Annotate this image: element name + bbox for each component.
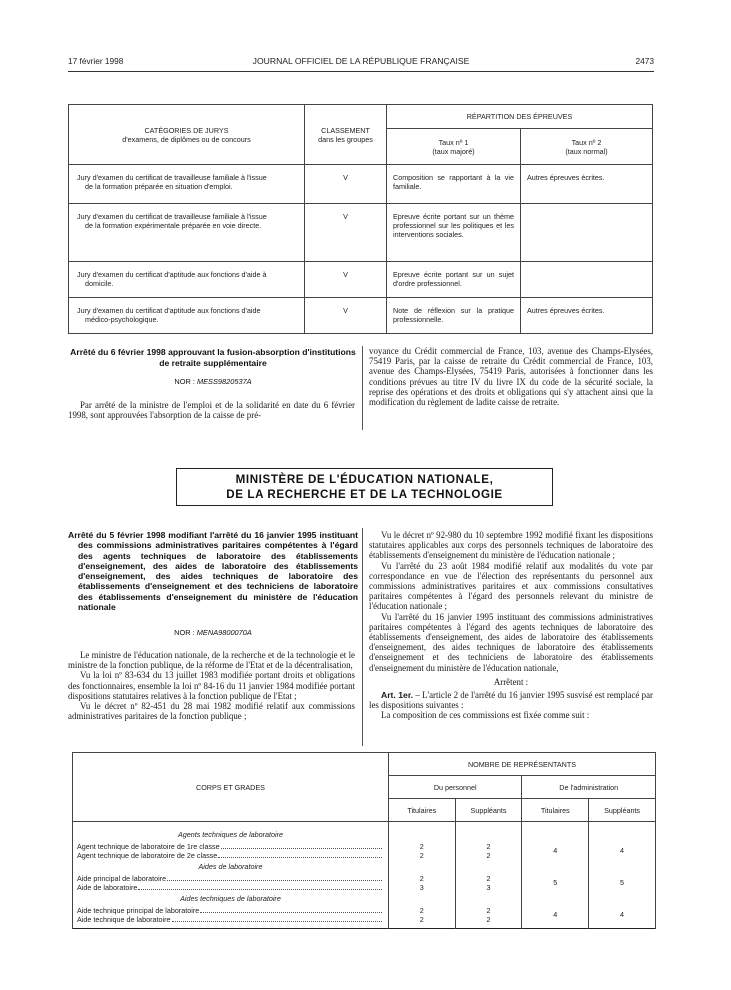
category-line: médico-psychologique. [85,315,159,324]
col-header-taux2 [521,129,653,165]
group-title: Aides de laboratoire [198,862,263,871]
admin-titulaires-cell [522,822,589,929]
col-header-titulaires: Titulaires [522,799,589,822]
value: 2 [419,906,424,915]
representatives-table [72,752,656,929]
value: 2 [486,851,491,860]
value: 5 [620,878,625,887]
category-line: Jury d'examen du certificat d'aptitude aux fonctions d'aide [77,306,261,315]
header-text: Taux nº 2 [571,137,602,147]
value: 4 [620,846,625,855]
col-header-administration: De l'administration [522,776,656,799]
nor-reference [68,377,358,386]
article-text: – L'article 2 de l'arrêté du 16 janvier 1995 susvisé est remplacé par les dispositions suivantes : [369,690,653,711]
col-header-nombre: NOMBRE DE REPRÉSENTANTS [388,753,655,776]
nor-label: NOR : [174,377,195,386]
header-subtext: dans les groupes [318,134,373,144]
personnel-titulaires-cell [388,822,455,929]
value: 4 [620,910,625,919]
grade-label: Agent technique de laboratoire de 2e classe [77,851,218,860]
grade-row [73,883,388,892]
grade-row [73,874,388,883]
col-header-classement [305,105,387,165]
value: 2 [486,874,491,883]
taux1-cell: Note de réflexion sur la pratique professionnelle. [387,298,521,334]
grade-row [73,915,388,924]
header-subtext: (taux normal) [565,146,608,156]
leader-dots [221,842,382,849]
taux2-cell: Autres épreuves écrites. [521,165,653,204]
group-title: Agents techniques de laboratoire [177,830,284,839]
value: 2 [419,842,424,851]
paragraph: Vu l'arrêté du 23 août 1984 modifié relatif aux modalités du vote par correspondance en vue de l'élection des représentants du personnel aux commissions administratives paritaires et aux commissions consultatives paritaires compétentes à l'égard des personnels relevant du ministre de l'éducation nationale ; [369,560,653,612]
classement-cell: V [305,298,387,334]
leader-dots [218,851,382,858]
category-line: de la formation préparée en situation d'emploi. [85,182,233,191]
grade-label: Aide technique principal de laboratoire [77,906,200,915]
article-body-left: Par arrêté de la ministre de l'emploi et de la solidarité en date du 6 février 1998, sont approuvées l'absorption de la caisse de pré- [68,400,355,421]
article-1-paragraph [369,690,653,710]
category-line: Jury d'examen du certificat de travailleuse familiale à l'issue [77,212,267,221]
leader-dots [200,906,382,913]
table-body-row [73,822,656,929]
nor-code: MENA9800070A [196,628,252,637]
value: 2 [419,915,424,924]
ministry-line: MINISTÈRE DE L'ÉDUCATION NATIONALE, [235,473,494,486]
article-body-right [369,530,653,721]
header-rule [68,71,654,72]
category-cell [69,262,305,298]
classement-cell: V [305,204,387,262]
classement-cell: V [305,262,387,298]
table-row [69,262,653,298]
category-cell [69,204,305,262]
grade-row [73,851,388,860]
category-line: de la formation expérimentale préparée en voie directe. [85,221,262,230]
table-row [69,298,653,334]
jury-categories-table [68,104,653,334]
journal-title: JOURNAL OFFICIEL DE LA RÉPUBLIQUE FRANÇAISE [252,56,470,66]
page-number: 2473 [635,56,654,66]
value: 2 [419,874,424,883]
col-header-suppleants: Suppléants [455,799,522,822]
category-line: Jury d'examen du certificat d'aptitude aux fonctions d'aide à [77,270,267,279]
value: 4 [553,846,558,855]
category-cell [69,165,305,204]
category-cell [69,298,305,334]
grade-label: Aide principal de laboratoire [77,874,167,883]
value: 2 [486,842,491,851]
paragraph: Vu la loi nº 83-634 du 13 juillet 1983 modifiée portant droits et obligations des fonctionnaires, ensemble la loi nº 84-16 du 11 janvier 1984 modifiée portant dispositions statutaires relatives à la fonction publique de l'Etat ; [68,670,355,701]
paragraph: Vu le décret nº 92-980 du 10 septembre 1992 modifié fixant les dispositions statutaires applicables aux corps des personnels techniques de laboratoire des établissements d'enseignement du ministère de l'éducation nationale ; [369,530,653,561]
value: 2 [486,915,491,924]
value: 4 [553,910,558,919]
corps-cell [73,822,389,929]
nor-label: NOR : [174,628,195,637]
paragraph: La composition de ces commissions est fixée comme suit : [381,710,590,721]
taux1-cell: Epreuve écrite portant sur un sujet d'ordre professionnel. [387,262,521,298]
header-text: CLASSEMENT [321,125,370,135]
classement-cell: V [305,165,387,204]
taux2-cell: Autres épreuves écrites. [521,298,653,334]
col-header-corps: CORPS ET GRADES [73,753,389,822]
article-body-left [68,650,355,721]
article-label: Art. 1er. [381,690,414,701]
grade-label: Agent technique de laboratoire de 1re classe [77,842,220,851]
header-subtext: (taux majoré) [432,146,475,156]
personnel-suppleants-cell [455,822,522,929]
ministry-heading-box [176,468,553,506]
col-header-taux1 [387,129,521,165]
article-title: Arrêté du 5 février 1998 modifiant l'arrêté du 16 janvier 1995 instituant des commissions administratives paritaires compétentes à l'égard des agents techniques de laboratoire des établissements d'enseignement, des aides de laboratoire des établissements d'enseignement, des aides techniques de laboratoire des établissements d'enseignement et des techniciens de laboratoire des établissements d'enseignement du ministère de l'éducation nationale [68,530,358,613]
taux1-cell: Composition se rapportant à la vie familiale. [387,165,521,204]
taux2-cell [521,262,653,298]
col-header-categories [69,105,305,165]
category-line: domicile. [85,279,114,288]
value: 3 [486,883,491,892]
column-rule [362,346,363,430]
table-row [69,204,653,262]
nor-code: MESS9820537A [196,377,252,386]
arretent-label: Arrêtent : [493,676,529,687]
paragraph: Vu le décret nº 82-451 du 28 mai 1982 modifié relatif aux commissions administratives paritaires de la fonction publique ; [68,701,355,722]
col-header-repartition: RÉPARTITION DES ÉPREUVES [387,105,653,129]
value: 2 [419,851,424,860]
paragraph: Le ministre de l'éducation nationale, de la recherche et de la technologie et le ministre de la fonction publique, de la réforme de l'Etat et de la décentralisation, [68,650,355,671]
value: 2 [486,906,491,915]
value: 3 [419,883,424,892]
article-body-right: voyance du Crédit commercial de France, 103, avenue des Champs-Elysées, 75419 Paris, par la caisse de retraite du Crédit commercial de France, 103, avenue des Champs-Elysées, 75419 Paris, autorisées à fonctionner dans les conditions prévues au titre IV du livre IX du code de la sécurité sociale, la reprise des opérations et des droits et obligations qui s'y attachent ainsi que la modification du règlement de ladite caisse de retraite. [369,346,653,408]
leader-dots [167,874,382,881]
running-header [68,56,654,70]
value: 5 [553,878,558,887]
article-title: Arrêté du 6 février 1998 approuvant la fusion-absorption d'institutions de retraite supplémentaire [70,347,356,368]
admin-suppleants-cell [589,822,656,929]
taux2-cell [521,204,653,262]
grade-label: Aide de laboratoire [77,883,138,892]
grade-label: Aide technique de laboratoire [77,915,171,924]
taux1-cell: Epreuve écrite portant sur un thème professionnel sur les politiques et les interventions sociales. [387,204,521,262]
leader-dots [138,883,382,890]
col-header-personnel: Du personnel [388,776,522,799]
issue-date: 17 février 1998 [68,56,124,66]
col-header-titulaires: Titulaires [388,799,455,822]
leader-dots [172,915,382,922]
table-row [69,165,653,204]
category-line: Jury d'examen du certificat de travailleuse familiale à l'issue [77,173,267,182]
header-subtext: d'examens, de diplômes ou de concours [122,134,251,144]
ministry-line: DE LA RECHERCHE ET DE LA TECHNOLOGIE [226,488,503,501]
col-header-suppleants: Suppléants [589,799,656,822]
header-text: Taux nº 1 [438,137,469,147]
group-title: Aides techniques de laboratoire [180,894,281,903]
grade-row [73,906,388,915]
grade-row [73,842,388,851]
paragraph: Vu l'arrêté du 16 janvier 1995 instituant des commissions administratives paritaires compétentes à l'égard des agents techniques de laboratoire des établissements d'enseignement, des aides de laboratoire des établissements d'enseignement, des aides techniques de laboratoire des établissements d'enseignement et des techniciens de laboratoire des établissements d'enseignement du ministère de l'éducation nationale, [369,611,653,673]
column-rule [362,528,363,746]
nor-reference [68,628,358,637]
header-text: CATÉGORIES DE JURYS [144,125,229,135]
